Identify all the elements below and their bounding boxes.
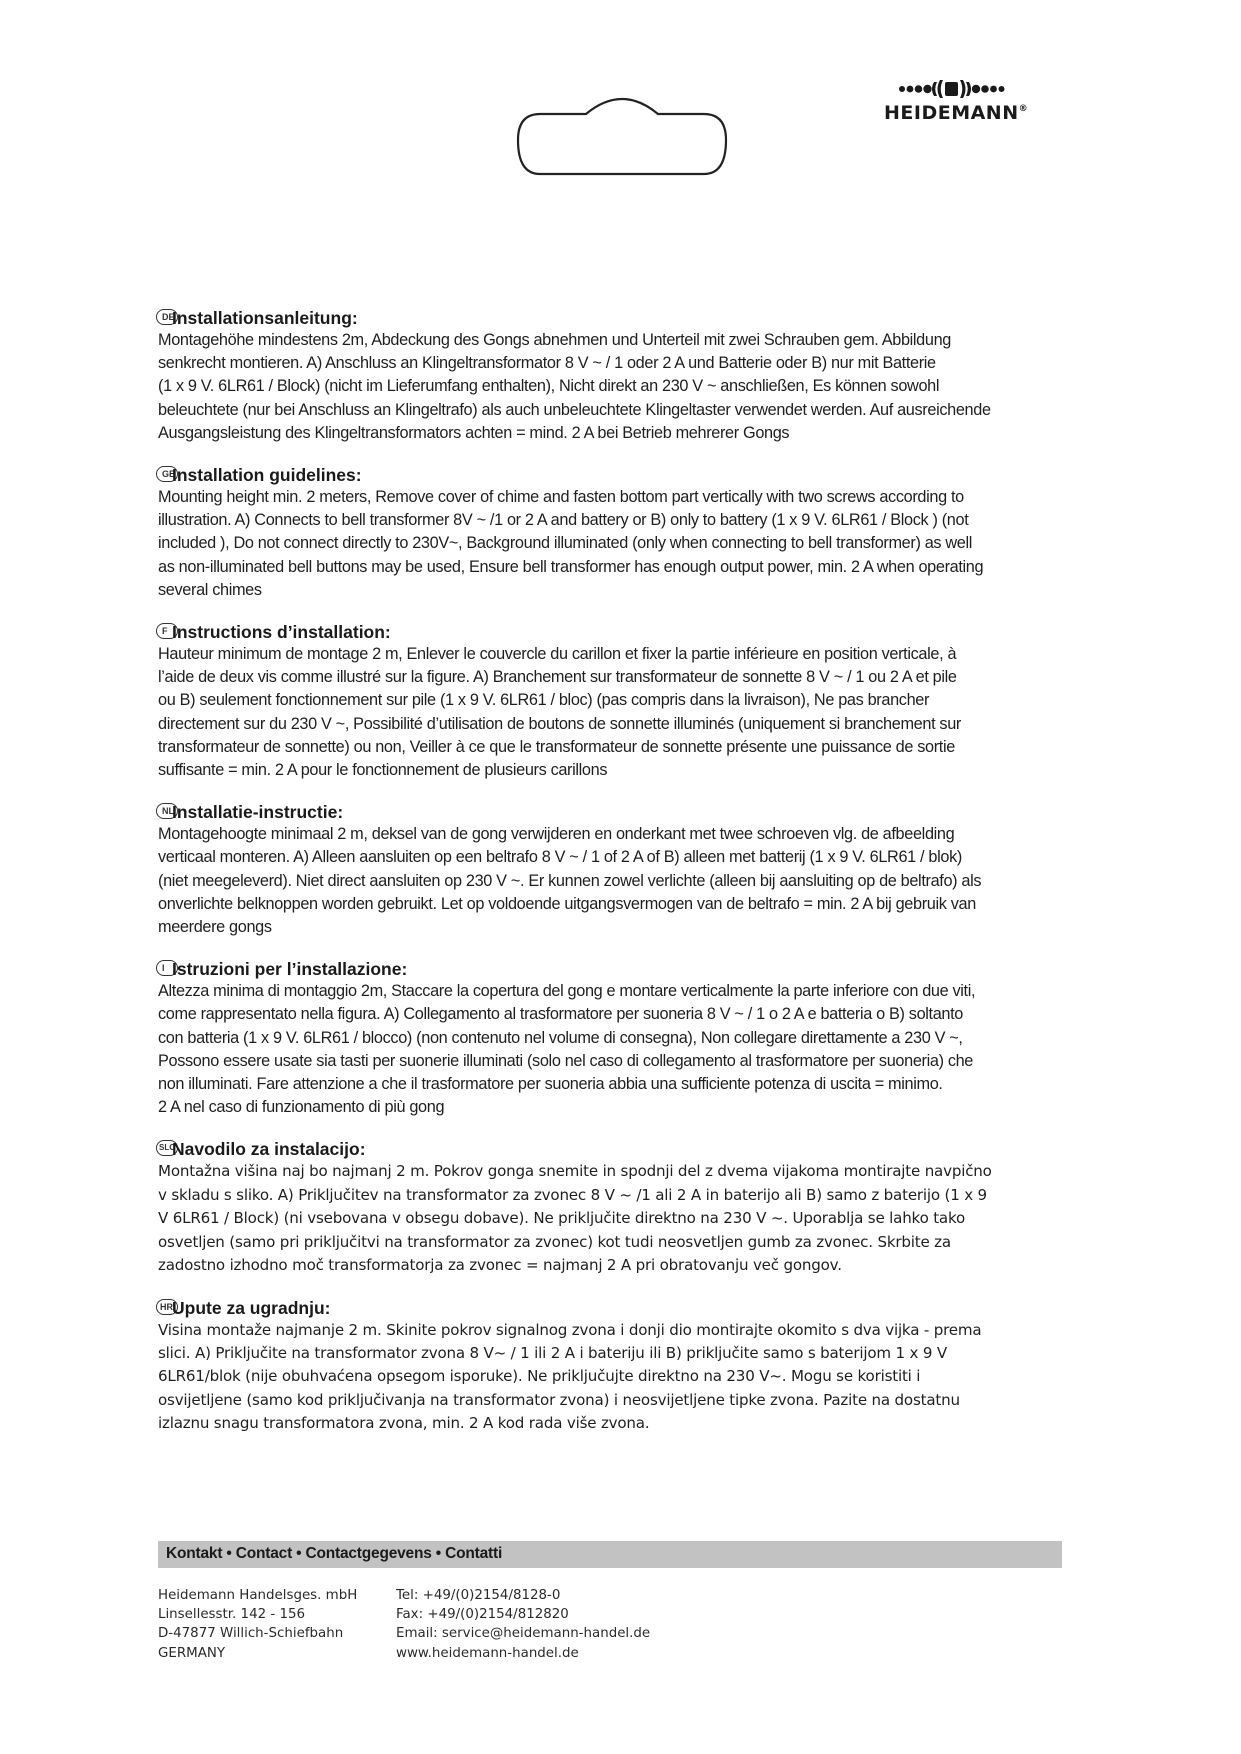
section-heading: F Instructions d’installation: [158, 622, 1078, 642]
telephone: Tel: +49/(0)2154/8128-0 [396, 1588, 561, 1603]
section-heading: NL Installatie-instructie: [158, 802, 1078, 822]
section-de [158, 308, 1078, 445]
section-body: Mounting height min. 2 meters, Remove cover of chime and fasten bottom part vertically with two screws according to illustration. A) Connects to bell transformer 8V ~ /1 or 2 A and battery or B) only to battery (1 x 9 V. 6LR61 / Block ) (not included ), Do not connect directly to 230V~, Background illuminated (only when connecting to bell transformer) as well as non-illuminated bell buttons may be used, Ensure bell transformer has enough output power, min. 2 A when operating several chimes [158, 488, 984, 599]
contact-bar [158, 1541, 1062, 1568]
section-hr [158, 1298, 1078, 1436]
section-body: Montažna višina naj bo najmanj 2 m. Pokrov gonga snemite in spodnji del z dvema vijakoma montirajte navpično v skladu s sliko. A) Priključitev na transformator za zvonec 8 V ~ /1 ali 2 A in baterijo ali B) samo z baterijo (1 x 9 V 6LR61 / Block) (ni vsebovana v obsegu dobave). Ne priključite direktno na 230 V ~. Uporablja se lahko tako osvetljen (samo pri priključitvi na transformator za zvonec) kot tudi neosvetljen gumb za zvonec. Skrbite za zadostno izhodno moč transformatorja za zvonec = najmanj 2 A pri obratovanju več gongov. [158, 1162, 992, 1275]
section-heading: GB Installation guidelines: [158, 465, 1078, 485]
language-flag-icon: NL [156, 803, 178, 819]
section-heading: DE Installationsanleitung: [158, 308, 1078, 328]
section-nl [158, 802, 1078, 939]
email-link[interactable]: Email: service@heidemann-handel.de [396, 1626, 651, 1642]
instructions [158, 308, 1078, 1456]
section-body: Visina montaže najmanje 2 m. Skinite pokrov signalnog zvona i donji dio montirajte okomito s dva vijka - prema slici. A) Priključite na transformator zvona 8 V~ / 1 ili 2 A i bateriju ili B) priključite samo s baterijom 1 x 9 V 6LR61/blok (nije obuhvaćena opsegom isporuke). Ne priključujte direktno na 230 V~. Mogu se koristiti i osvijetljene (samo kod priključivanja na transformator zvona) i neosvijetljene tipke zvona. Pazite na dostatnu izlaznu snagu transformatora zvona, min. 2 A kod rada više zvona. [158, 1320, 982, 1433]
section-body: Altezza minima di montaggio 2m, Staccare la copertura del gong e montare verticalmente la parte inferiore con due viti, come rappresentato nella figura. A) Collegamento al trasformatore per suoneria 8 V ~ / 1 o 2 A e batteria o B) soltanto con batteria (1 x 9 V. 6LR61 / blocco) (non contenuto nel volume di consegna), Non collegare direttamente a 230 V ~, Possono essere usate sia tasti per suonerie illuminati (solo nel caso di collegamento al trasformatore per suoneria) che non illuminati. Fare attenzione a che il trasformatore per suoneria abbia una sufficiente potenza di uscita = minimo. 2 A nel caso di funzionamento di più gong [158, 982, 976, 1117]
heidemann-logo [878, 78, 1098, 128]
fax: Fax: +49/(0)2154/812820 [396, 1607, 569, 1623]
language-flag-icon: F [156, 623, 178, 639]
language-flag-icon: HR [156, 1299, 178, 1315]
street-address: Linsellesstr. 142 - 156 [158, 1607, 306, 1623]
language-flag-icon: DE [156, 309, 178, 325]
brand-name: HEIDEMANN® [884, 102, 1029, 124]
section-it [158, 959, 1078, 1119]
chime-outline-illustration [514, 96, 730, 178]
language-flag-icon: SLO [156, 1140, 178, 1156]
section-body: Montagehöhe mindestens 2m, Abdeckung des Gongs abnehmen und Unterteil mit zwei Schrauben gem. Abbildung senkrecht montieren. A) Anschluss an Klingeltransformator 8 V ~ / 1 oder 2 A und Batterie oder B) nur mit Batterie (1 x 9 V. 6LR61 / Block) (nicht im Lieferumfang enthalten), Nicht direkt an 230 V ~ anschließen, Es können sowohl beleuchtete (nur bei Anschluss an Klingeltrafo) als auch unbeleuchtete Klingeltaster verwendet werden. Auf ausreichende Ausgangsleistung des Klingeltransformators achten = mind. 2 A bei Betrieb mehrerer Gongs [158, 331, 991, 442]
section-heading: SLO Navodilo za instalacijo: [158, 1139, 1078, 1159]
city-address: D-47877 Willich-Schiefbahn [158, 1626, 344, 1642]
contact-title: Kontakt • Contact • Contactgegevens • Contatti [166, 1545, 503, 1562]
language-flag-icon: I [156, 960, 178, 976]
website-link[interactable]: www.heidemann-handel.de [396, 1645, 579, 1661]
section-heading: HR Upute za ugradnju: [158, 1298, 1078, 1318]
section-heading: I Istruzioni per l’installazione: [158, 959, 1078, 979]
section-slo [158, 1139, 1078, 1277]
contact-details [396, 1586, 650, 1663]
sound-wave-icon [896, 78, 1096, 100]
language-flag-icon: GB [156, 466, 178, 482]
section-body: Montagehoogte minimaal 2 m, deksel van de gong verwijderen en onderkant met twee schroeven vlg. de afbeelding verticaal monteren. A) Alleen aansluiten op een beltrafo 8 V ~ / 1 of 2 A of B) alleen met batterij (1 x 9 V. 6LR61 / blok) (niet meegeleverd). Niet direct aansluiten op 230 V ~. Er kunnen zowel verlichte (alleen bij aansluiting op de beltrafo) als onverlichte belknoppen worden gebruikt. Let op voldoende uitgangsvermogen van de beltrafo = min. 2 A bij gebruik van meerdere gongs [158, 825, 982, 937]
contact-address [158, 1586, 357, 1663]
section-fr [158, 622, 1078, 782]
country: GERMANY [158, 1645, 226, 1661]
section-gb [158, 465, 1078, 602]
company-name: Heidemann Handelsges. mbH [158, 1588, 358, 1603]
section-body: Hauteur minimum de montage 2 m, Enlever le couvercle du carillon et fixer la partie inférieure en position verticale, à l’aide de deux vis comme illustré sur la figure. A) Branchement sur transformateur de sonnette 8 V ~ / 1 ou 2 A et pile ou B) seulement fonctionnement sur pile (1 x 9 V. 6LR61 / bloc) (pas compris dans la livraison), Ne pas brancher directement sur du 230 V ~, Possibilité d’utilisation de boutons de sonnette illuminés (uniquement si branchement sur transformateur de sonnette) ou non, Veiller à ce que le transformateur de sonnette présente une puissance de sortie suffisante = min. 2 A pour le fonctionnement de plusieurs carillons [158, 645, 961, 780]
